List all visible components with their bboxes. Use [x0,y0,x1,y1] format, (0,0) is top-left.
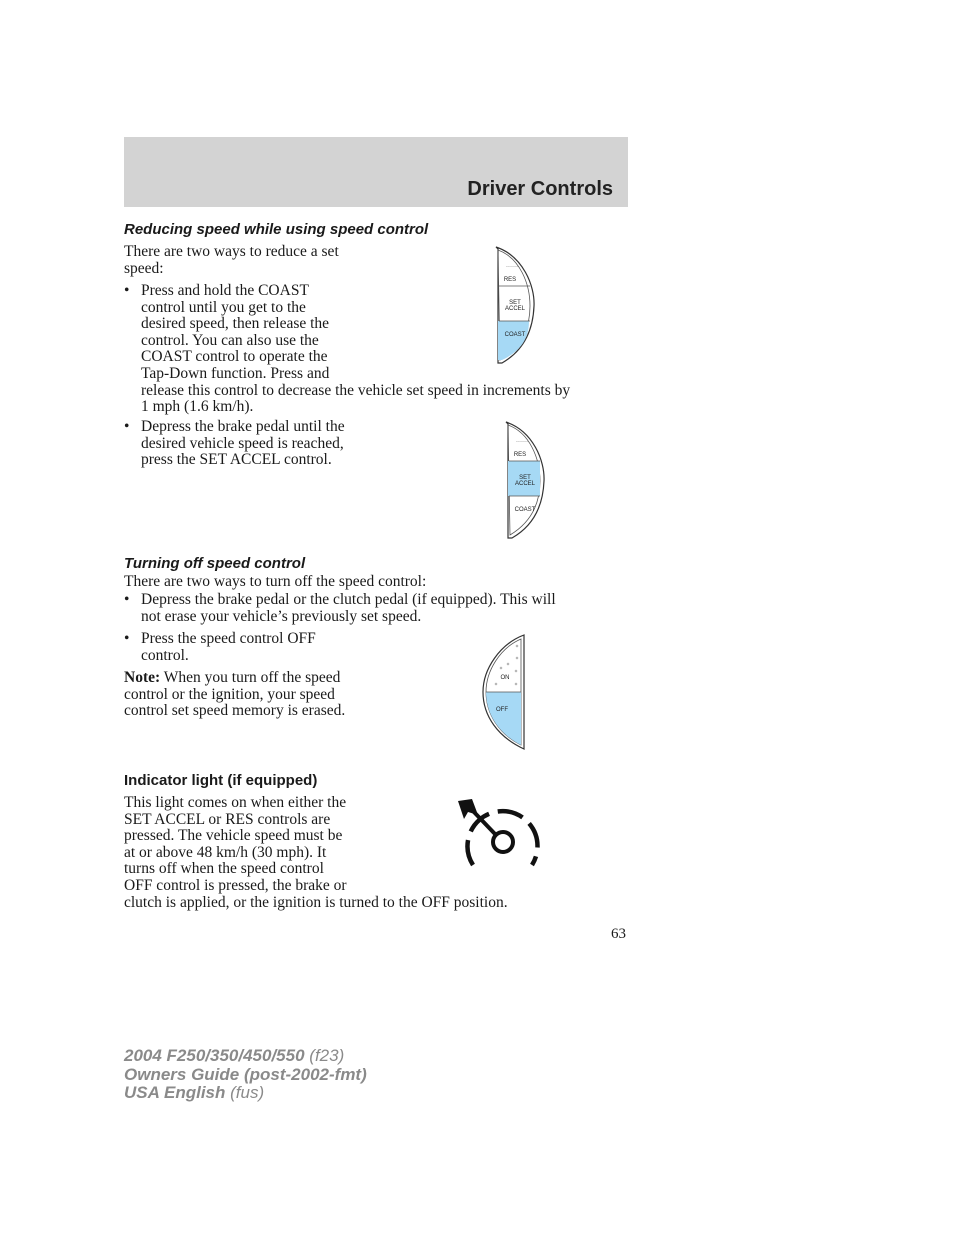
text-line: desired vehicle speed is reached, [141,434,344,452]
text-line: Depress the brake pedal until the [141,418,345,435]
footer-model: 2004 F250/350/450/550 [124,1046,305,1065]
text-line: Depress the brake pedal or the clutch pedal (if equipped). This will [141,591,556,608]
svg-text:~~~~~~: ~~~~~~ [515,440,529,444]
section2-intro: There are two ways to turn off the speed control: [124,573,427,590]
footer [124,1047,367,1103]
section-heading-indicator-light: Indicator light (if equipped) [124,772,318,789]
text-line: control. You can also use the [141,331,319,349]
off-label: OFF [496,707,508,713]
text-line: control or the ignition, your speed [124,685,335,703]
text-line: SET ACCEL or RES controls are [124,810,331,828]
list-item [124,419,384,469]
svg-text:~~~~~~: ~~~~~~ [505,265,519,269]
speed-control-switch-coast-illustration [488,246,538,364]
list-item [124,631,384,664]
text-line: OFF control is pressed, the brake or [124,876,347,894]
section1-intro: There are two ways to reduce a set speed: [124,243,339,277]
page-number: 63 [611,926,626,942]
footer-language-code: (fus) [225,1083,265,1102]
note-label: Note: [124,669,161,686]
bullet: • [124,282,130,299]
page-title: Driver Controls [467,178,613,200]
text-line: turns off when the speed control [124,860,324,878]
res-label: RES [503,277,517,283]
text-line: Press the speed control OFF [141,630,316,647]
speed-control-switch-set-accel-illustration [498,421,548,539]
footer-model-code: (f23) [304,1046,345,1065]
text-line: pressed. The vehicle speed must be [124,827,343,845]
footer-guide: Owners Guide (post-2002-fmt) [124,1064,367,1084]
set-label: SET [519,475,531,481]
coast-label: COAST [504,332,526,338]
list-item [124,592,624,625]
header-bar [124,137,628,207]
text-line: control set speed memory is erased. [124,702,346,720]
accel-label: ACCEL [504,306,526,312]
text-line: Tap-Down function. Press and [141,364,330,382]
section3-paragraph [124,795,624,911]
section-heading-turning-off: Turning off speed control [124,555,306,572]
text-line: When you turn off the speed [160,669,341,686]
footer-language: USA English [124,1083,226,1102]
speed-control-indicator-icon [456,795,546,875]
text-line: clutch is applied, or the ignition is turned to the OFF position. [124,893,508,911]
res-label: RES [513,452,527,458]
list-item [124,283,634,416]
text-line: at or above 48 km/h (30 mph). It [124,843,327,861]
text-line: Press and hold the COAST [141,282,309,299]
accel-label: ACCEL [514,481,536,487]
text-line: COAST control to operate the [141,348,328,366]
bullet: • [124,591,130,608]
coast-label: COAST [514,507,536,513]
section-heading-reducing-speed: Reducing speed while using speed control [124,221,429,238]
speed-control-switch-off-illustration [480,634,528,750]
text-line: control. [141,646,189,664]
set-label: SET [509,300,521,306]
on-label: ON [500,675,510,681]
bullet: • [124,418,130,435]
text-line: not erase your vehicle’s previously set speed. [141,607,422,625]
text-line: control until you get to the [141,298,306,316]
bullet: • [124,630,130,647]
text-line: desired speed, then release the [141,315,330,333]
text-line: This light comes on when either the [124,794,347,811]
text-line: 1 mph (1.6 km/h). [141,398,254,416]
text-line: press the SET ACCEL control. [141,451,332,469]
text-line: release this control to decrease the vehicle set speed in increments by [141,381,571,399]
note [124,670,384,720]
